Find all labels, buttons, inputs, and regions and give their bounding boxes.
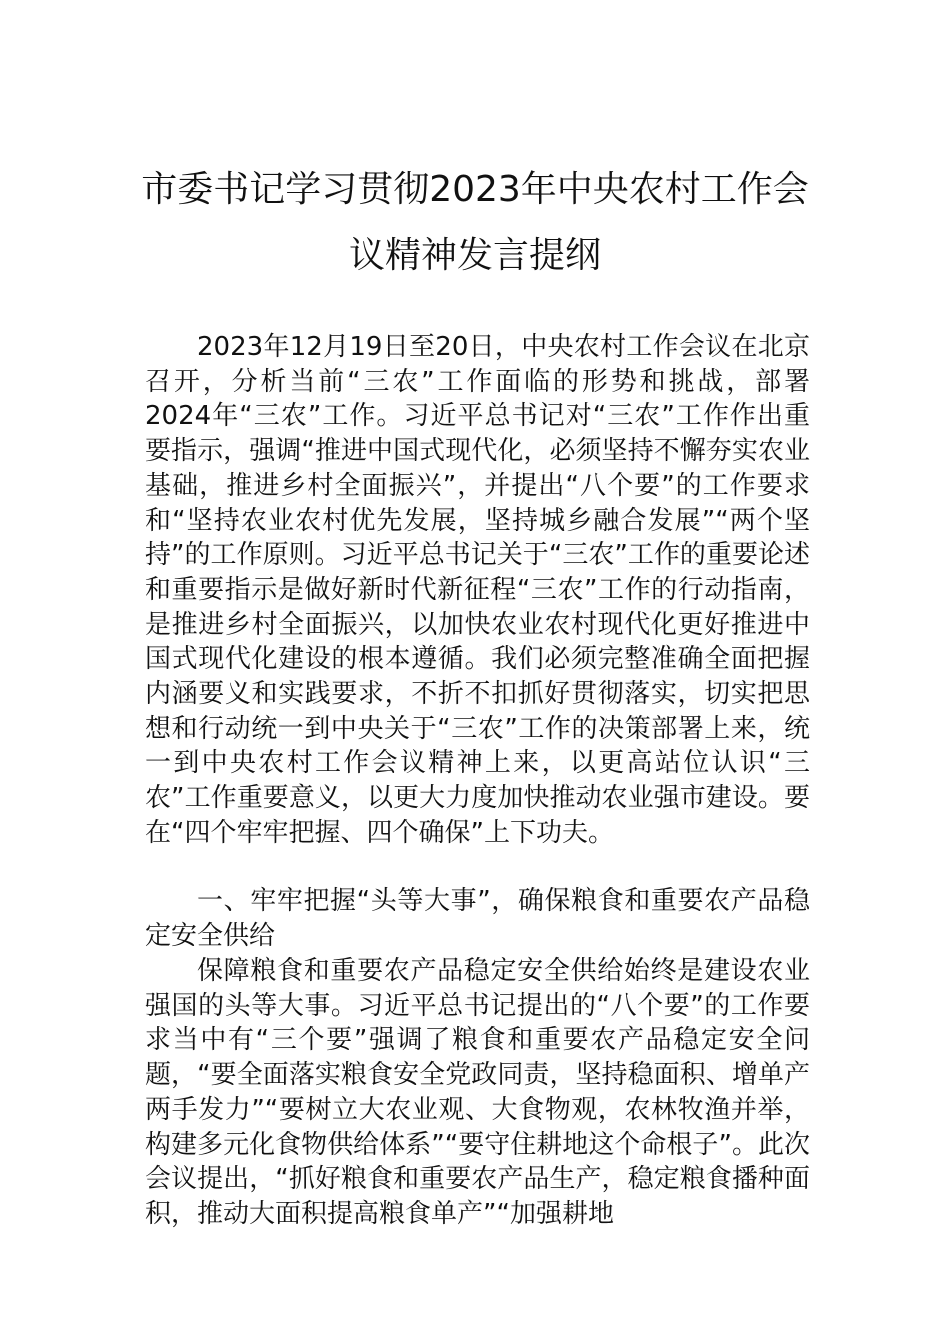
document-title-line-1: 市委书记学习贯彻2023年中央农村工作会 — [141, 169, 809, 210]
body-paragraph — [145, 954, 810, 1232]
section-heading-text: 一、牢牢把握“头等大事”，确保粮食和重要农产品稳定安全供给 — [145, 886, 810, 951]
paragraph-text: 保障粮食和重要农产品稳定安全供给始终是建设农业强国的头等大事。习近平总书记提出的“八个要”的工作要求当中有“三个要”强调了粮食和重要农产品稳定安全问题，“要全面落实粮食安全党政同责，坚持稳面积、增单产两手发力”“要树立大农业观、大食物观，农林牧渔并举，构建多元化食物供给体系”“要守住耕地这个命根子”。此次会议提出，“抓好粮食和重要农产品生产，稳定粮食播种面积，推动大面积提高粮食单产”“加强耕地 — [145, 956, 810, 1229]
section-heading — [145, 884, 810, 953]
intro-paragraph — [145, 330, 810, 851]
paragraph-text: 2023年12月19日至20日，中央农村工作会议在北京召开，分析当前“三农”工作面临的形势和挑战，部署2024年“三农”工作。习近平总书记对“三农”工作作出重要指示，强调“推进中国式现代化，必须坚持不懈夯实农业基础，推进乡村全面振兴”，并提出“八个要”的工作要求和“坚持农业农村优先发展，坚持城乡融合发展”“两个坚持”的工作原则。习近平总书记关于“三农”工作的重要论述和重要指示是做好新时代新征程“三农”工作的行动指南，是推进乡村全面振兴，以加快农业农村现代化更好推进中国式现代化建设的根本遵循。我们必须完整准确全面把握内涵要义和实践要求，不折不扣抓好贯彻落实，切实把思想和行动统一到中央关于“三农”工作的决策部署上来，统一到中央农村工作会议精神上来，以更高站位认识“三农”工作重要意义，以更大力度加快推动农业强市建设。要在“四个牢牢把握、四个确保”上下功夫。 — [145, 332, 810, 848]
document-title-line-2: 议精神发言提纲 — [348, 235, 601, 276]
